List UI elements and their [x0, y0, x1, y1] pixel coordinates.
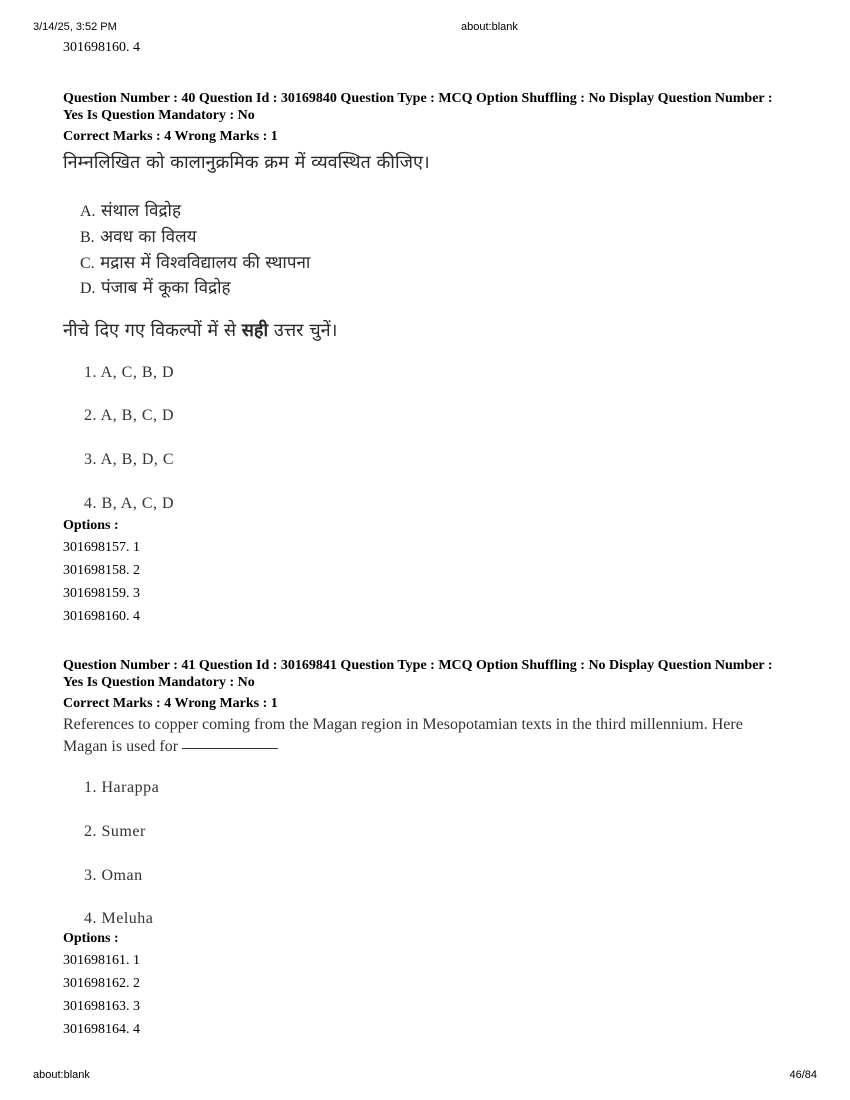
answer-blank [182, 748, 278, 749]
statement-a [80, 198, 181, 221]
statement-d [80, 275, 231, 298]
instruction-text: नीचे दिए गए विकल्पों में से [63, 320, 242, 341]
option-id-2: 301698162. 2 [63, 976, 140, 991]
instruction-emphasis: सही [241, 320, 269, 341]
carryover-option: 301698160. 4 [63, 40, 140, 55]
page-counter: 46/84 [789, 1069, 817, 1081]
option-id-3: 301698159. 3 [63, 586, 140, 601]
statement-label: B. [80, 229, 95, 246]
print-page-url: about:blank [461, 21, 518, 33]
statement-label: D. [80, 280, 96, 297]
answer-choice-1: 1. Harappa [84, 779, 160, 796]
question-stem-text: References to copper coming from the Magan region in Mesopotamian texts in the third millennium. Here Magan is used for [63, 716, 743, 755]
answer-choice-3: 3. Oman [84, 867, 143, 884]
question-stem: निम्नलिखित को कालानुक्रमिक क्रम में व्यवस्थित कीजिए। [63, 152, 430, 173]
statement-b [80, 224, 196, 247]
answer-choice-2: 2. Sumer [84, 823, 146, 840]
print-timestamp: 3/14/25, 3:52 PM [33, 21, 117, 33]
statement-text: संथाल विद्रोह [100, 201, 181, 221]
statement-c [80, 250, 310, 273]
option-id-4: 301698160. 4 [63, 609, 140, 624]
options-heading: Options : [63, 518, 119, 533]
statement-text: अवध का विलय [100, 227, 197, 247]
option-id-1: 301698157. 1 [63, 540, 140, 555]
answer-choice-3: 3. A, B, D, C [84, 451, 175, 468]
answer-choice-4: 4. B, A, C, D [84, 495, 175, 512]
answer-choice-2: 2. A, B, C, D [84, 407, 175, 424]
question-meta: Question Number : 41 Question Id : 30169841 Question Type : MCQ Option Shuffling : No Display Question Number : Yes Is Question Mandatory : No [63, 658, 773, 690]
question-instruction [63, 318, 337, 342]
statement-label: C. [80, 255, 95, 272]
answer-choice-1: 1. A, C, B, D [84, 364, 175, 381]
instruction-text: उत्तर चुनें। [268, 320, 338, 341]
question-marks: Correct Marks : 4 Wrong Marks : 1 [63, 696, 278, 711]
option-id-3: 301698163. 3 [63, 999, 140, 1014]
statement-text: मद्रास में विश्वविद्यालय की स्थापना [100, 253, 311, 273]
option-id-1: 301698161. 1 [63, 953, 140, 968]
footer-url: about:blank [33, 1069, 90, 1081]
answer-choice-4: 4. Meluha [84, 910, 154, 927]
option-id-4: 301698164. 4 [63, 1022, 140, 1037]
question-stem [63, 714, 763, 758]
statement-text: पंजाब में कूका विद्रोह [100, 278, 231, 298]
question-marks: Correct Marks : 4 Wrong Marks : 1 [63, 129, 278, 144]
question-meta: Question Number : 40 Question Id : 30169840 Question Type : MCQ Option Shuffling : No Display Question Number : Yes Is Question Mandatory : No [63, 91, 773, 123]
option-id-2: 301698158. 2 [63, 563, 140, 578]
statement-label: A. [80, 203, 96, 220]
options-heading: Options : [63, 931, 119, 946]
